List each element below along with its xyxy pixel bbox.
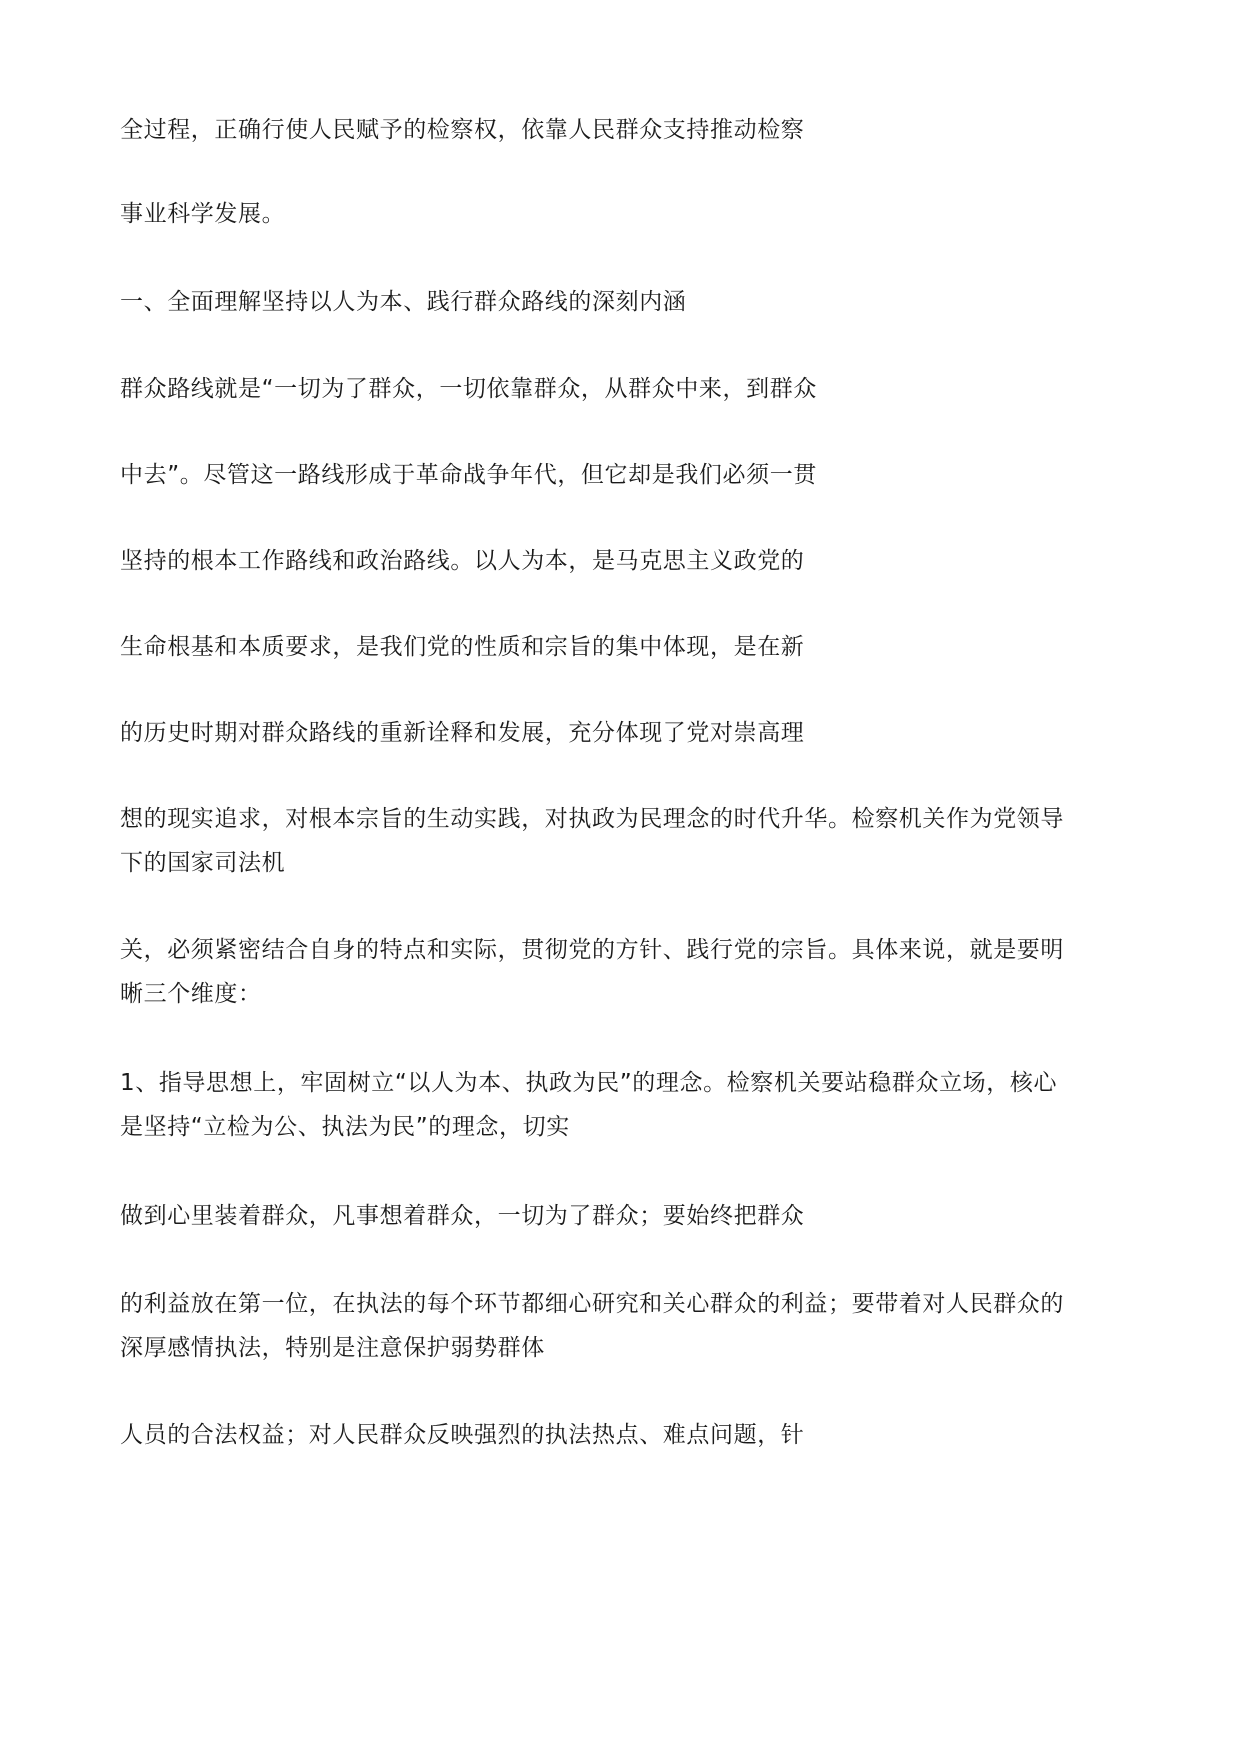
text-line: 关，必须紧密结合自身的特点和实际，贯彻党的方针、践行党的宗旨。具体来说，就是要明	[120, 937, 1064, 963]
text-line: 是坚持“立检为公、执法为民”的理念，切实	[120, 1114, 570, 1140]
paragraph	[120, 797, 1130, 885]
text-line: 深厚感情执法，特别是注意保护弱势群体	[120, 1335, 545, 1361]
text-line: 全过程，正确行使人民赋予的检察权，依靠人民群众支持推动检察	[120, 117, 805, 143]
text-line: 晰三个维度：	[120, 981, 262, 1007]
paragraph	[120, 928, 1130, 1016]
text-line: 人员的合法权益；对人民群众反映强烈的执法热点、难点问题，针	[120, 1422, 805, 1448]
text-line: 坚持的根本工作路线和政治路线。以人为本，是马克思主义政党的	[120, 548, 805, 574]
text-line: 的历史时期对群众路线的重新诠释和发展，充分体现了党对崇高理	[120, 720, 805, 746]
text-line: 生命根基和本质要求，是我们党的性质和宗旨的集中体现，是在新	[120, 634, 805, 660]
paragraph	[120, 1061, 1130, 1149]
paragraph	[120, 1282, 1130, 1370]
text-line: 做到心里装着群众，凡事想着群众，一切为了群众；要始终把群众	[120, 1203, 805, 1229]
paragraph	[120, 1194, 1130, 1238]
text-line: 中去”。尽管这一路线形成于革命战争年代，但它却是我们必须一贯	[120, 462, 817, 488]
text-line: 的利益放在第一位，在执法的每个环节都细心研究和关心群众的利益；要带着对人民群众的	[120, 1291, 1064, 1317]
section-heading	[120, 280, 1130, 324]
text-line: 下的国家司法机	[120, 850, 286, 876]
paragraph	[120, 453, 1130, 497]
paragraph	[120, 539, 1130, 583]
text-line: 想的现实追求，对根本宗旨的生动实践，对执政为民理念的时代升华。检察机关作为党领导	[120, 806, 1064, 832]
paragraph	[120, 367, 1130, 411]
text-line: 群众路线就是“一切为了群众，一切依靠群众，从群众中来，到群众	[120, 376, 817, 402]
paragraph	[120, 711, 1130, 755]
text-line: 事业科学发展。	[120, 201, 286, 227]
paragraph-continuation	[120, 108, 1130, 152]
paragraph	[120, 625, 1130, 669]
paragraph-continuation	[120, 192, 1130, 236]
text-line: 1、指导思想上，牢固树立“以人为本、执政为民”的理念。检察机关要站稳群众立场，核心	[120, 1070, 1058, 1096]
section-heading-text: 一、全面理解坚持以人为本、践行群众路线的深刻内涵	[120, 289, 687, 315]
paragraph	[120, 1413, 1130, 1457]
